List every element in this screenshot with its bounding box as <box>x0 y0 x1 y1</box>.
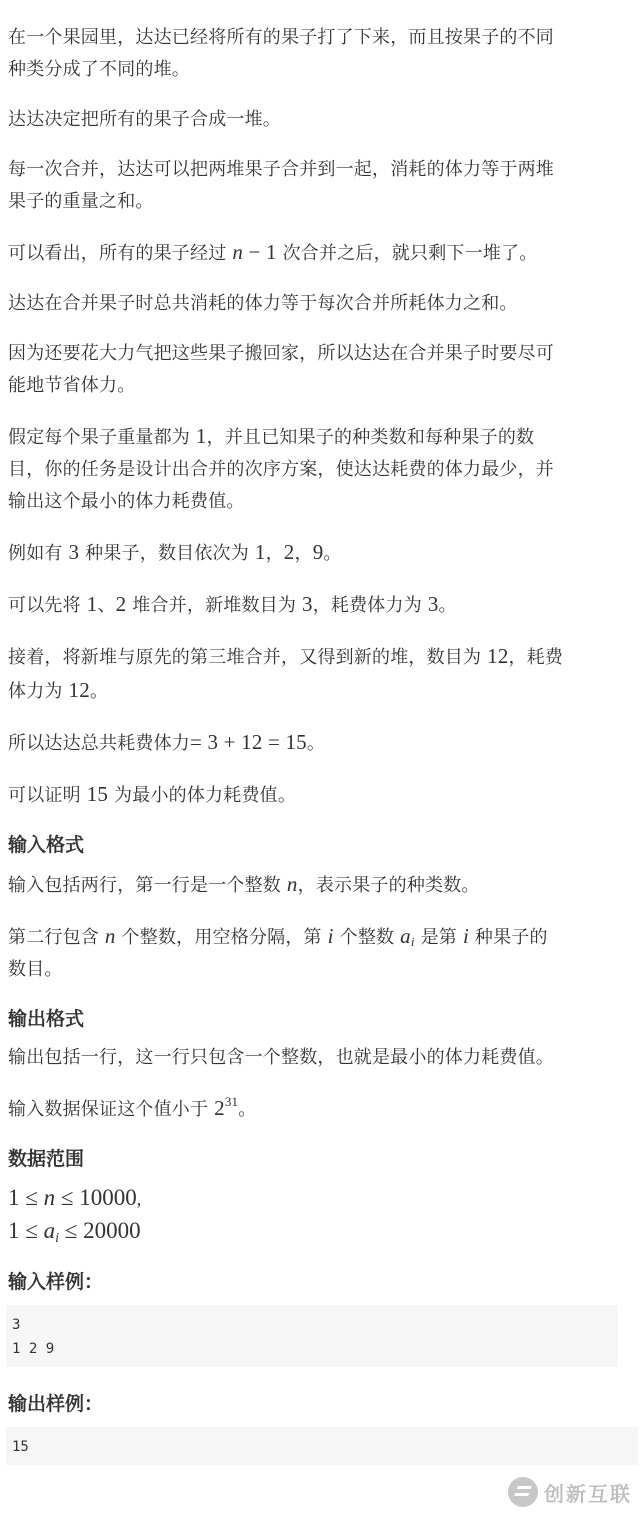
sample-input-heading: 输入样例： <box>8 1271 104 1293</box>
math-var: i <box>462 924 469 948</box>
math-subscript: i <box>55 1231 60 1246</box>
text-span: ，表示果子的种类数。 <box>297 875 480 896</box>
sample-output-code <box>6 1427 638 1465</box>
text-span: 输入数据保证这个值小于 <box>8 1099 215 1120</box>
text-line: 输出包括一行，这一行只包含一个整数，也就是最小的体力耗费值。 <box>8 1047 554 1068</box>
math-number: 2 <box>283 540 295 564</box>
math-span: , <box>136 1189 142 1209</box>
text-span: 、 <box>97 595 116 616</box>
math-expression <box>214 1096 238 1120</box>
paragraph-proof <box>8 778 620 812</box>
text-line: 在一个果园里，达达已经将所有的果子打了下来，而且按果子的不同 <box>8 27 554 48</box>
text-line <box>8 640 620 674</box>
text-line <box>8 920 620 954</box>
math-number: 12 <box>487 644 509 668</box>
code-line: 3 <box>12 1317 21 1333</box>
sample-output-heading: 输出样例： <box>8 1393 104 1415</box>
paragraph-sum <box>8 726 620 760</box>
math-expression <box>400 924 415 948</box>
code-line: 1 2 9 <box>12 1341 55 1357</box>
text-line: 果子的重量之和。 <box>8 191 154 212</box>
text-span: 。 <box>89 681 109 702</box>
text-span: 个整数，用空格分隔，第 <box>115 927 328 948</box>
paragraph-step2 <box>8 640 620 708</box>
paragraph-step1 <box>8 588 620 622</box>
text-span: 所以达达总共耗费体力 <box>8 733 190 754</box>
math-expression <box>232 240 276 264</box>
math-span: 1 ≤ <box>8 1185 44 1210</box>
paragraph-task <box>8 420 620 518</box>
math-number: 15 <box>86 782 109 806</box>
math-span: ≤ 20000 <box>59 1218 141 1243</box>
paragraph-merge-count <box>8 236 620 270</box>
range-line-n <box>8 1182 620 1215</box>
math-number: 3 <box>302 592 313 616</box>
paragraph-input-line1 <box>8 868 620 902</box>
math-expression <box>105 924 116 948</box>
text-span: 次合并之后，就只剩下一堆了。 <box>276 243 538 264</box>
text-span: 种果子的 <box>468 927 548 948</box>
text-span: 。 <box>438 595 457 616</box>
text-span: 是第 <box>414 927 463 948</box>
math-var: a <box>400 924 411 948</box>
text-span: 可以看出，所有的果子经过 <box>8 243 233 264</box>
range-line-a <box>8 1215 620 1247</box>
paragraph-goal <box>8 104 620 136</box>
text-span: 第二行包含 <box>8 927 105 948</box>
problem-statement <box>8 22 620 1487</box>
text-span: 。 <box>306 733 326 754</box>
math-var: n <box>232 240 244 264</box>
text-line: 种类分成了不同的堆。 <box>8 59 190 80</box>
text-span: ，并且已知果子的种类数和每种果子的数 <box>206 427 535 448</box>
math-var: i <box>327 924 334 948</box>
math-var: a <box>43 1218 56 1243</box>
text-line: 目，你的任务是设计出合并的次序方案，使达达耗费的体力最少，并 <box>8 459 554 480</box>
paragraph-output-line2 <box>8 1092 620 1126</box>
paragraph-example <box>8 536 620 570</box>
text-span: ， <box>294 543 313 564</box>
paragraph-total <box>8 288 620 320</box>
text-span: 种果子，数目依次为 <box>79 543 255 564</box>
sample-input-code <box>6 1305 618 1367</box>
text-line: 输出这个最小的体力耗费值。 <box>8 491 245 512</box>
text-span: 例如有 <box>8 543 69 564</box>
text-line: 数目。 <box>8 959 63 980</box>
text-span: ，耗费 <box>508 647 564 668</box>
watermark-text: 创新互联 <box>544 1481 632 1506</box>
math-number: 12 <box>68 678 90 702</box>
math-number: 1 <box>86 592 98 616</box>
text-span: 为最小的体力耗费值。 <box>108 785 297 806</box>
text-span: 输入包括两行，第一行是一个整数 <box>8 875 287 896</box>
text-span: 可以证明 <box>8 785 87 806</box>
paragraph-save-energy <box>8 338 620 402</box>
text-span: ，耗费体力为 <box>312 595 428 616</box>
text-span: 。 <box>238 1099 257 1120</box>
text-line <box>8 420 620 454</box>
text-line: 每一次合并，达达可以把两堆果子合并到一起，消耗的体力等于两堆 <box>8 159 554 180</box>
math-var: n <box>286 872 298 896</box>
math-span: ≤ 10000 <box>55 1185 137 1210</box>
math-expression <box>287 872 298 896</box>
math-var: n <box>43 1185 56 1210</box>
math-var: n <box>104 924 116 948</box>
data-range-block <box>8 1182 620 1247</box>
text-span: 接着，将新堆与原先的第三堆合并，又得到新的堆，数目为 <box>8 647 488 668</box>
math-exponent: 31 <box>224 1094 239 1109</box>
code-line: 15 <box>12 1439 29 1455</box>
paragraph-input-line2 <box>8 920 620 986</box>
math-rest: − 1 <box>243 240 277 264</box>
watermark <box>508 1477 632 1507</box>
paragraph-output-line1 <box>8 1042 620 1074</box>
math-number: 2 <box>115 592 127 616</box>
text-line: 能地节省体力。 <box>8 375 136 396</box>
math-number: 1 <box>254 540 266 564</box>
paragraph-merge-rule <box>8 154 620 218</box>
text-span: ， <box>265 543 284 564</box>
text-span: 体力为 <box>8 681 69 702</box>
input-format-heading: 输入格式 <box>8 834 85 856</box>
text-span: 。 <box>323 543 342 564</box>
math-number: 3 <box>427 592 439 616</box>
math-number: 3 <box>68 540 80 564</box>
math-number: 1 <box>195 424 207 448</box>
text-span: 堆合并，新堆数目为 <box>126 595 302 616</box>
text-line <box>8 674 620 708</box>
text-line: 达达决定把所有的果子合成一堆。 <box>8 109 281 130</box>
math-base: 2 <box>214 1096 225 1120</box>
text-line: 达达在合并果子时总共消耗的体力等于每次合并所耗体力之和。 <box>8 293 518 314</box>
data-range-heading: 数据范围 <box>8 1148 85 1170</box>
logo-icon <box>508 1477 538 1507</box>
math-number: 9 <box>312 540 324 564</box>
math-expression: = 3 + 12 = 15 <box>190 730 307 754</box>
text-line: 因为还要花大力气把这些果子搬回家，所以达达在合并果子时要尽可 <box>8 343 554 364</box>
text-span: 可以先将 <box>8 595 87 616</box>
text-span: 个整数 <box>333 927 401 948</box>
paragraph-intro <box>8 22 620 86</box>
text-span: 假定每个果子重量都为 <box>8 427 196 448</box>
math-span: 1 ≤ <box>8 1218 44 1243</box>
math-subscript: i <box>410 934 415 949</box>
output-format-heading: 输出格式 <box>8 1008 85 1030</box>
